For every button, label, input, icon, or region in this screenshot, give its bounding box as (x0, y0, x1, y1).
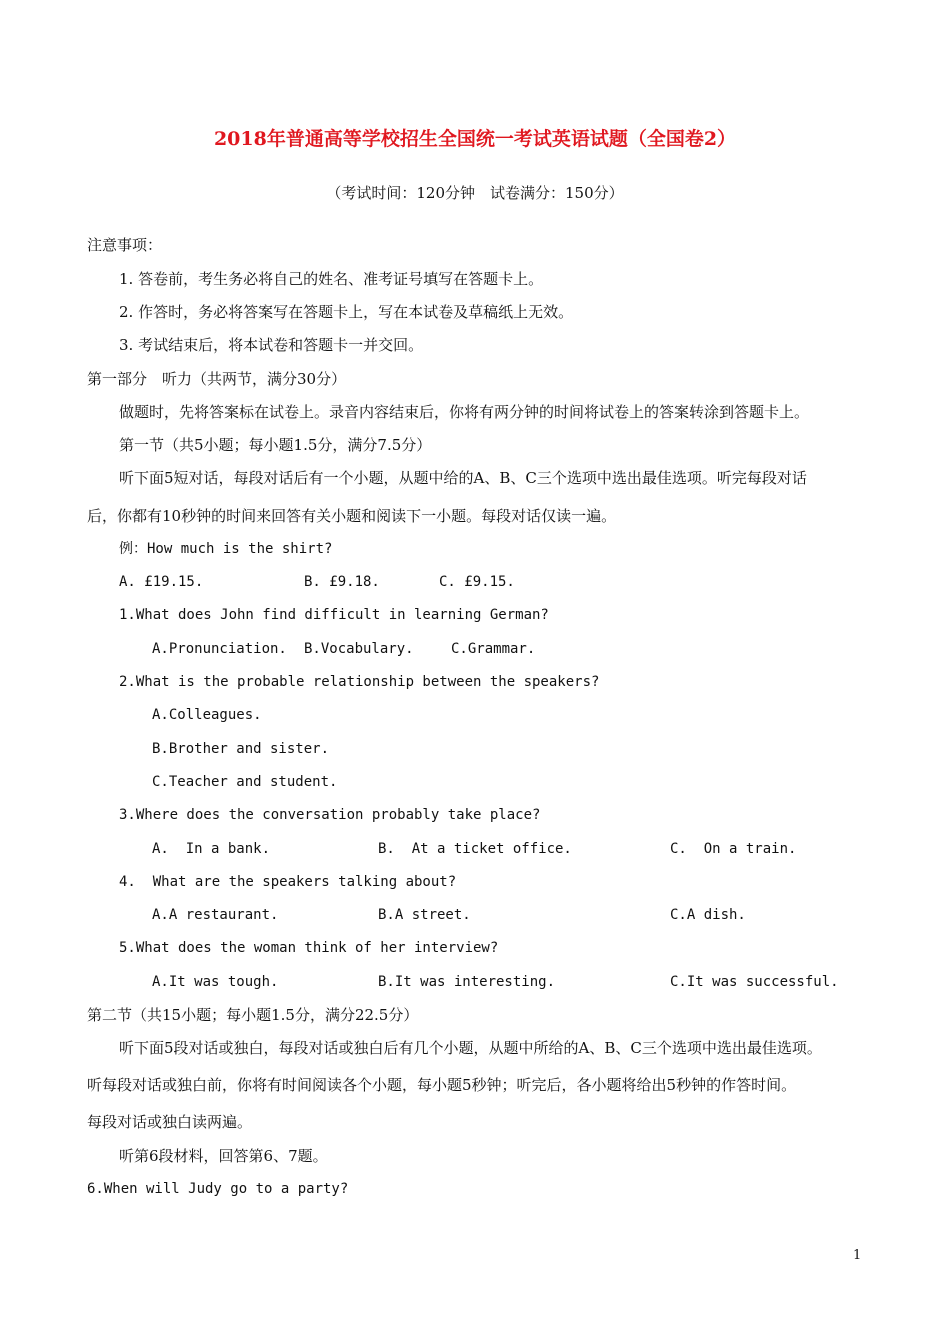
notice-item: 1. 答卷前，考生务必将自己的姓名、准考证号填写在答题卡上。 (119, 270, 544, 288)
notice-heading: 注意事项： (87, 236, 163, 254)
option: B.Brother and sister. (152, 741, 330, 757)
exam-title: 2018年普通高等学校招生全国统一考试英语试题（全国卷2） (213, 128, 737, 150)
part1-instruction: 做题时，先将答案标在试卷上。录音内容结束后，你将有两分钟的时间将试卷上的答案转涂到答题卡上。 (119, 403, 810, 421)
section1-instruction: 后，你都有10秒钟的时间来回答有关小题和阅读下一小题。每段对话仅读一遍。 (87, 507, 617, 525)
option: B. At a ticket office. (378, 841, 572, 857)
question: 6.When will Judy go to a party? (87, 1181, 349, 1197)
section2-instruction: 听下面5段对话或独白，每段对话或独白后有几个小题，从题中所给的A、B、C三个选项中选出最佳选项。 (119, 1039, 822, 1057)
option: A.Colleagues. (152, 707, 262, 723)
page-number: 1 (853, 1248, 862, 1263)
option: A.A restaurant. (152, 907, 279, 923)
question: 2.What is the probable relationship between the speakers? (119, 674, 600, 690)
notice-item: 2. 作答时，务必将答案写在答题卡上，写在本试卷及草稿纸上无效。 (119, 303, 574, 321)
part1-heading: 第一部分 听力（共两节，满分30分） (87, 370, 347, 388)
option: A.It was tough. (152, 974, 279, 990)
material-heading: 听第6段材料，回答第6、7题。 (119, 1147, 328, 1165)
option: C.Grammar. (451, 641, 536, 657)
exam-subtitle: （考试时间：120分钟 试卷满分：150分） (326, 184, 624, 202)
question: 1.What does John find difficult in learning German? (119, 607, 549, 623)
section1-heading: 第一节（共5小题；每小题1.5分，满分7.5分） (119, 436, 432, 454)
option: C.It was successful. (670, 974, 839, 990)
example-option: A. £19.15. (119, 574, 204, 590)
option: B.It was interesting. (378, 974, 556, 990)
notice-item: 3. 考试结束后，将本试卷和答题卡一并交回。 (119, 336, 424, 354)
section2-instruction: 听每段对话或独白前，你将有时间阅读各个小题，每小题5秒钟；听完后，各小题将给出5秒钟的作答时间。 (87, 1076, 797, 1094)
example-question: 例：How much is the shirt? (119, 541, 333, 557)
question: 4. What are the speakers talking about? (119, 874, 457, 890)
example-option: B. £9.18. (304, 574, 380, 590)
section1-instruction: 听下面5短对话，每段对话后有一个小题，从题中给的A、B、C三个选项中选出最佳选项。听完每段对话 (119, 469, 807, 487)
option: A.Pronunciation. (152, 641, 287, 657)
option: C. On a train. (670, 841, 797, 857)
section2-heading: 第二节（共15小题；每小题1.5分，满分22.5分） (87, 1006, 419, 1024)
option: B.A street. (378, 907, 471, 923)
question: 3.Where does the conversation probably take place? (119, 807, 541, 823)
option: C.A dish. (670, 907, 746, 923)
example-option: C. £9.15. (439, 574, 515, 590)
option: C.Teacher and student. (152, 774, 338, 790)
option: A. In a bank. (152, 841, 271, 857)
section2-instruction: 每段对话或独白读两遍。 (87, 1113, 253, 1131)
option: B.Vocabulary. (304, 641, 414, 657)
question: 5.What does the woman think of her interview? (119, 940, 499, 956)
